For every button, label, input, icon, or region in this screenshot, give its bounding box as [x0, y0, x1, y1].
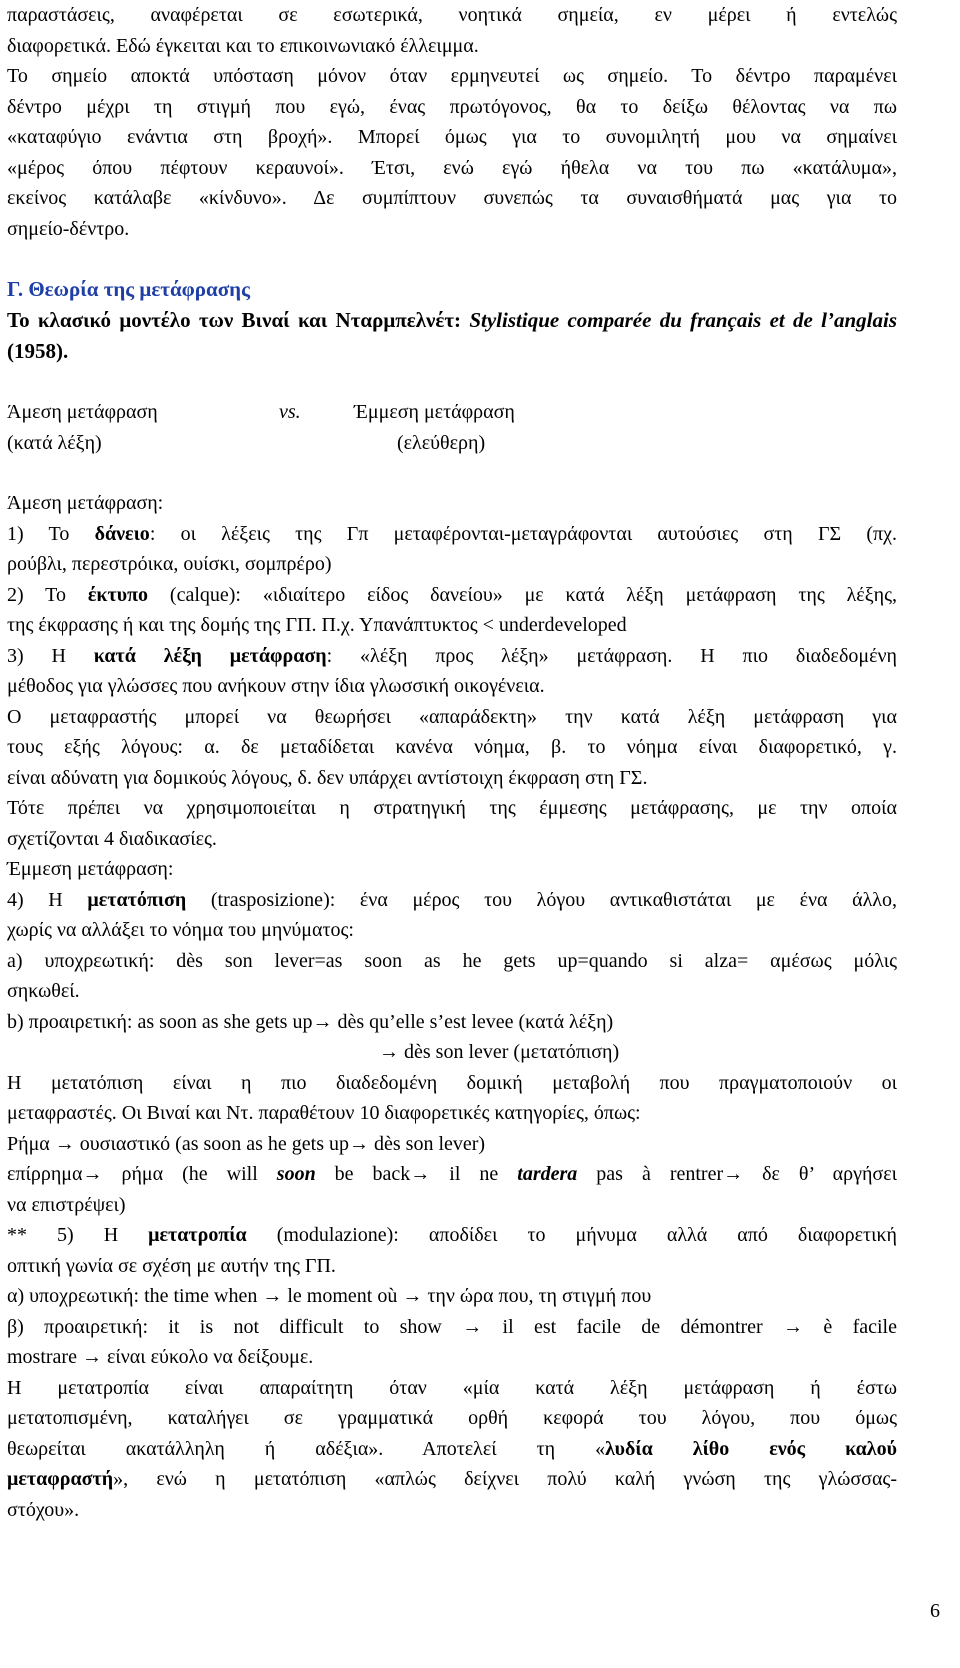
transposition-line-2: μεταφραστές. Οι Βιναί και Ντ. παραθέτουν 10 διαφορετικές κατηγορίες, όπως:	[7, 1102, 641, 1124]
subtitle-lead: Το κλασικό μοντέλο των Βιναί και Νταρμπελνέτ:	[7, 308, 470, 332]
item-3-line-2: μέθοδος για γλώσσες που ανήκουν στην ίδια γλωσσική οικογένεια.	[7, 675, 545, 697]
versus-label: vs.	[279, 401, 301, 423]
transposition-line-3: Ρήμα → ουσιαστικό (as soon as he gets up→ dès son lever)	[7, 1132, 486, 1155]
spacer	[7, 244, 897, 274]
adverb-line-1	[7, 1159, 897, 1190]
item-5-line-2: οπτική γωνία σε σχέση με αυτήν της ΓΠ.	[7, 1254, 336, 1277]
adverb-text-2: be back→ il ne	[315, 1163, 518, 1185]
closing-line-3	[7, 1434, 897, 1465]
intro-line-5: «καταφύγιο ενάντια στη βροχή». Μπορεί όμως για το συνομιλητή μου να σημαίνει	[7, 126, 897, 148]
item-3-number: 3) Η	[7, 644, 94, 667]
closing-bold-word: μεταφραστή	[7, 1468, 114, 1490]
intro-line-6: «μέρος όπου πέφτουν κεραυνοί». Έτσι, ενώ εγώ ήθελα να του πω «κατάλυμα»,	[7, 156, 897, 179]
item-4-a-line-1: a) υποχρεωτική: dès son lever=as soon as he gets up=quando si alza= αμέσως μόλις	[7, 949, 897, 972]
closing-text-4: », ενώ η μετατόπιση «απλώς δείχνει πολύ καλή γνώση της γλώσσας-	[113, 1468, 897, 1490]
item-5-line-1	[7, 1220, 897, 1251]
item-3-term: κατά λέξη μετάφραση	[93, 644, 327, 667]
intro-line-8: σημείο-δέντρο.	[7, 217, 130, 240]
subtitle-year: (1958).	[7, 339, 69, 363]
item-4-b-line-2: → dès son lever (μετατόπιση)	[379, 1041, 620, 1063]
item-1-line-1	[7, 519, 897, 550]
item-4-text: (trasposizione): ένα μέρος του λόγου αντικαθιστάται με ένα άλλο,	[186, 888, 897, 911]
intro-line-4: δέντρο μέχρι τη στιγμή που εγώ, ένας πρωτόγονος, θα το δείξω θέλοντας να πω	[7, 95, 897, 118]
spacer	[7, 458, 897, 488]
intro-line-2: διαφορετικά. Εδώ έγκειται και το επικοινωνιακό έλλειμμα.	[7, 34, 479, 57]
item-1-text: : οι λέξεις της Γπ μεταφέρονται-μεταγράφονται αυτούσιες στη ΓΣ (πχ.	[149, 522, 897, 545]
item-2-line-2: της έκφρασης ή και της δομής της ΓΠ. Π.χ. Υπανάπτυκτος < underdeveloped	[7, 614, 627, 636]
free-note: (ελεύθερη)	[397, 431, 486, 454]
item-4-line-2: χωρίς να αλλάξει το νόημα του μηνύματος:	[7, 919, 354, 941]
translator-line-5: σχετίζονται 4 διαδικασίες.	[7, 827, 217, 850]
item-4-term: μετατόπιση	[87, 888, 187, 911]
page-number: 6	[930, 1600, 940, 1622]
translator-line-2: τους εξής λόγους: α. δε μεταδίδεται κανένα νόημα, β. το νόημα είναι διαφορετικό, γ.	[7, 736, 897, 758]
section-subtitle	[7, 305, 897, 367]
adverb-tardera: tardera	[517, 1163, 578, 1185]
adverb-text-1: επίρρημα→ ρήμα (he will	[7, 1163, 277, 1185]
adverb-soon: soon	[276, 1163, 316, 1185]
item-4-line-1	[7, 885, 897, 916]
item-3-line-1	[7, 641, 897, 672]
item-4-number: 4) Η	[7, 888, 88, 911]
intro-line-3: Το σημείο αποκτά υπόσταση μόνον όταν ερμηνευτεί ως σημείο. Το δέντρο παραμένει	[7, 65, 897, 87]
item-5-beta-line-1: β) προαιρετική: it is not difficult to show → il est facile de démontrer → è facile	[7, 1315, 897, 1338]
subtitle-book-title: Stylistique comparée du français et de l’anglais	[469, 308, 897, 332]
item-4-a-line-2: σηκωθεί.	[7, 980, 80, 1002]
item-3-text: : «λέξη προς λέξη» μετάφραση. Η πιο διαδεδομένη	[326, 644, 897, 667]
direct-translation-label: Άμεση μετάφραση:	[7, 492, 164, 514]
closing-line-2: μετατοπισμένη, καταλήγει σε γραμματικά ορθή κεφορά του λόγου, που όμως	[7, 1407, 897, 1429]
item-2-text: (calque): «ιδιαίτερο είδος δανείου» με κατά λέξη μετάφραση της λέξης,	[148, 583, 898, 606]
spacer	[7, 367, 897, 397]
item-1-number: 1) Το	[7, 522, 95, 545]
item-5-number: ** 5) Η	[7, 1224, 149, 1246]
item-5-beta-line-2: mostrare → είναι εύκολο να δείξουμε.	[7, 1346, 314, 1368]
item-5-term: μετατροπία	[148, 1224, 247, 1246]
item-5-text: (modulazione): αποδίδει το μήνυμα αλλά από διαφορετική	[246, 1224, 897, 1246]
document-page	[7, 0, 897, 1525]
compare-row-2	[7, 428, 897, 459]
intro-line-1: παραστάσεις, αναφέρεται σε εσωτερικά, νοητικά σημεία, εν μέρει ή εντελώς	[7, 4, 897, 26]
translator-line-3: είναι αδύνατη για δομικούς λόγους, δ. δεν υπάρχει αντίστοιχη έκφραση στη ΓΣ.	[7, 766, 648, 789]
closing-text-3: θεωρείται ακατάλληλη ή αδέξια». Αποτελεί τη «	[7, 1437, 606, 1460]
indirect-translation-label: Έμμεση μετάφραση:	[7, 858, 174, 880]
intro-paragraph	[7, 0, 897, 244]
translator-line-4: Τότε πρέπει να χρησιμοποιείται η στρατηγική της έμμεσης μετάφρασης, με την οποία	[7, 797, 897, 819]
closing-line-5: στόχου».	[7, 1498, 80, 1521]
closing-line-1: Η μετατροπία είναι απαραίτητη όταν «μία κατά λέξη μετάφραση ή έστω	[7, 1376, 897, 1399]
literal-note: (κατά λέξη)	[7, 431, 102, 454]
compare-row-1	[7, 397, 897, 428]
adverb-line-2: να επιστρέψει)	[7, 1193, 126, 1216]
direct-translation-term: Άμεση μετάφραση	[7, 401, 158, 423]
item-5-alpha: α) υποχρεωτική: the time when → le moment où → την ώρα που, τη στιγμή που	[7, 1285, 652, 1307]
translator-line-1: Ο μεταφραστής μπορεί να θεωρήσει «απαράδεκτη» την κατά λέξη μετάφραση για	[7, 705, 897, 728]
item-4-b-line-1: b) προαιρετική: as soon as she gets up→ dès qu’elle s’est levee (κατά λέξη)	[7, 1010, 614, 1033]
closing-bold-phrase: λυδία λίθο ενός καλού	[605, 1437, 897, 1460]
item-2-number: 2) Το	[7, 583, 88, 606]
item-1-line-2: ρούβλι, περεστρόικα, ουίσκι, σομπρέρο)	[7, 553, 332, 575]
item-2-term: έκτυπο	[87, 583, 149, 606]
item-1-term: δάνειο	[94, 522, 150, 545]
adverb-text-3: pas à rentrer→ δε θ’ αργήσει	[577, 1163, 897, 1185]
item-2-line-1	[7, 580, 897, 611]
indirect-translation-term: Έμμεση μετάφραση	[354, 401, 515, 423]
section-heading: Γ. Θεωρία της μετάφρασης	[7, 277, 250, 301]
closing-line-4	[7, 1464, 897, 1495]
transposition-line-1: Η μετατόπιση είναι η πιο διαδεδομένη δομική μεταβολή που πραγματοποιούν οι	[7, 1071, 897, 1094]
intro-line-7: εκείνος κατάλαβε «κίνδυνο». Δε συμπίπτουν συνεπώς τα συναισθήματά μας για το	[7, 187, 897, 209]
